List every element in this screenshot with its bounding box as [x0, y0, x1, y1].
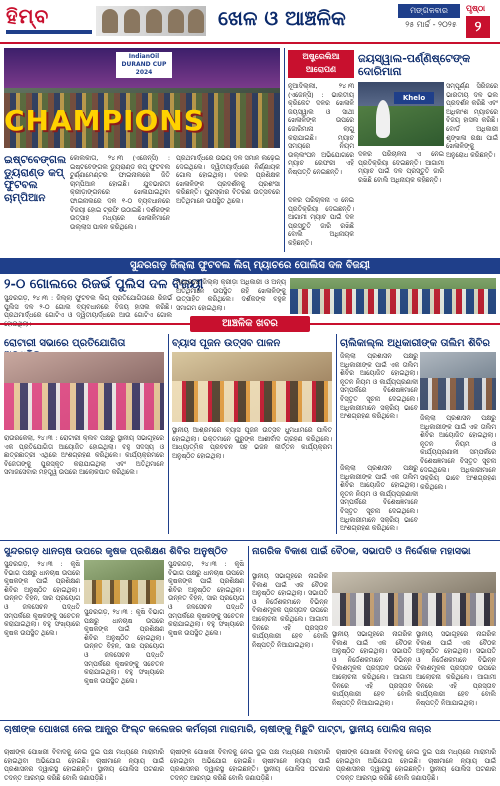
rotary-members — [4, 383, 164, 430]
cricketer-figure — [376, 100, 390, 138]
cricket-body-extra: ଦଳର ପରିଚାଳନା ଏ ନେଇ ପ୍ରତିକ୍ରିୟା ଦେଇଛନ୍ତି। ଆଗାମୀ ମ୍ୟାଚ ପାଇଁ ଦଳ ପ୍ରସ୍ତୁତି ଜାରି ରଖିଛି ବୋଲି ଅଧିନାୟକ କହିଛନ୍ତି। — [288, 196, 354, 247]
police-body-2: ମ୍ୟାଚରେ ଜିଲ୍ଲା କ୍ରୀଡ଼ା ଅଧିକାରୀ ଓ ଅନ୍ୟ ଅତିଥିମାନେ ଉପସ୍ଥିତ ରହି ଖେଳାଳିଙ୍କୁ ଉତ୍ସାହିତ କରିଥିଲେ। ଦର୍ଶକଙ୍କ ବହୁଳ ସମାଗମ ହୋଇଥିଲା। — [176, 278, 286, 312]
logo-underline — [6, 30, 92, 34]
champions-caption: CHAMPIONS — [4, 104, 205, 137]
column-divider — [168, 334, 169, 534]
farmer-body-2: ସୁନ୍ଦରଗଡ଼, ୨୪।୩ : କୃଷି ବିଭାଗ ପକ୍ଷରୁ ଧାନଚାଷ ଉପରେ କୃଷକଙ୍କ ପାଇଁ ପ୍ରଶିକ୍ଷଣ ଶିବିର ଅନୁଷ୍ଠିତ ହୋଇଥିଲା। ଉନ୍ନତ ବିହନ, ସାର ପ୍ରୟୋଗ ଓ ଜଳସେଚନ ପଦ୍ଧତି ସମ୍ପର୍କରେ କୃଷକଙ୍କୁ ସଚେତନ କରାଯାଇଥିଲା। ବହୁ ସଂଖ୍ୟାରେ କୃଷକ ଉପସ୍ଥିତ ଥିଲେ। — [84, 608, 164, 685]
logo-text: ହିମ୍ବ — [6, 4, 50, 28]
vyasa-headline: ବ୍ୟାସ ପୂଜନ ଉତ୍ସବ ପାଳନ — [172, 338, 281, 349]
vyasa-photo — [172, 352, 332, 422]
police-headline: ୨-୦ ଗୋଲରେ ରିଜର୍ଭ ପୁଲିସ ଦଳ ବିଜୟୀ — [4, 277, 204, 292]
cricket-tag: ଅଷ୍ଟ୍ରେଲିଆ ଆରୋପଣ — [288, 50, 354, 78]
footer-body-1: ଚାଷୀଙ୍କ ପୋଖରୀ ବିବାଦକୁ ନେଇ ଦୁଇ ପକ୍ଷ ମଧ୍ୟରେ ମାରାମାରି ହୋଇଥିବା ଅଭିଯୋଗ ହୋଇଛି। ଚାଷୀମାନେ ନ୍ୟାୟ ପାଇଁ ପ୍ରଶାସନର ଦ୍ୱାରସ୍ଥ ହୋଇଛନ୍ତି। ସ୍ଥାନୀୟ ପୋଲିସ ଘଟଣାର ତଦନ୍ତ ଆରମ୍ଭ କରିଛି ବୋଲି ଜଣାପଡ଼ିଛି। — [4, 748, 164, 782]
farmer-photo — [84, 560, 164, 604]
cricket-body-2: ଦଳର ପରିଚାଳନା ଏ ନେଇ ପ୍ରତିକ୍ରିୟା ଦେଇଛନ୍ତି। ଆଗାମୀ ମ୍ୟାଚ ପାଇଁ ଦଳ ପ୍ରସ୍ତୁତି ଜାରି ରଖିଛି ବୋଲି ଅଧିନାୟକ କହିଛନ୍ତି। — [358, 150, 444, 184]
cricket-headline: ଜୟସ୍ୱାଲ-ପର୍ଣ୍ଣିଷ୍ଟେଙ୍କ ଦୋରିମାନା — [358, 52, 471, 78]
ad-figure — [124, 9, 140, 33]
ad-figure — [188, 9, 204, 33]
khelo-banner: Khelo — [394, 92, 434, 104]
training-body-extra: ଜିଲ୍ଲା ପ୍ରଶାସନ ପକ୍ଷରୁ ଅଧିକାରୀଙ୍କ ପାଇଁ ଏକ ତାଲିମ ଶିବିର ଆୟୋଜିତ ହୋଇଥିଲା। ନୂତନ ନିୟମ ଓ କାର୍ଯ୍ୟପ୍ରଣାଳୀ ସମ୍ପର୍କରେ ବିଶେଷଜ୍ଞମାନେ ବିସ୍ତୃତ ସୂଚନା ଦେଇଥିଲେ। ଅଧିକାରୀମାନେ ସକ୍ରିୟ ଭାବେ ଅଂଶଗ୍ରହଣ କରିଥିଲେ। — [340, 464, 418, 533]
training-body: ଜିଲ୍ଲା ପ୍ରଶାସନ ପକ୍ଷରୁ ଅଧିକାରୀଙ୍କ ପାଇଁ ଏକ ତାଲିମ ଶିବିର ଆୟୋଜିତ ହୋଇଥିଲା। ନୂତନ ନିୟମ ଓ କାର୍ଯ୍ୟପ୍ରଣାଳୀ ସମ୍ପର୍କରେ ବିଶେଷଜ୍ଞମାନେ ବିସ୍ତୃତ ସୂଚନା ଦେଇଥିଲେ। ଅଧିକାରୀମାନେ ସକ୍ରିୟ ଭାବେ ଅଂଶଗ୍ରହଣ କରିଥିଲେ। — [340, 352, 418, 421]
meeting-headline: ନାଗରିକ ବିକାଶ ପାଇଁ ବୈଠକ, ସଭାପତି ଓ ନିର୍ଦ୍ଦେଶକ ମହାସଭା — [252, 546, 471, 557]
date-box — [398, 4, 494, 40]
farmer-body-3: ସୁନ୍ଦରଗଡ଼, ୨୪।୩ : କୃଷି ବିଭାଗ ପକ୍ଷରୁ ଧାନଚାଷ ଉପରେ କୃଷକଙ୍କ ପାଇଁ ପ୍ରଶିକ୍ଷଣ ଶିବିର ଅନୁଷ୍ଠିତ ହୋଇଥିଲା। ଉନ୍ନତ ବିହନ, ସାର ପ୍ରୟୋଗ ଓ ଜଳସେଚନ ପଦ୍ଧତି ସମ୍ପର୍କରେ କୃଷକଙ୍କୁ ସଚେତନ କରାଯାଇଥିଲା। ବହୁ ସଂଖ୍ୟାରେ କୃଷକ ଉପସ୍ଥିତ ଥିଲେ। — [168, 560, 244, 637]
meeting-body-2: ସ୍ଥାନୀୟ ସଭାଗୃହରେ ନାଗରିକ ବିକାଶ ପାଇଁ ଏକ ବୈଠକ ଅନୁଷ୍ଠିତ ହୋଇଥିଲା। ସଭାପତି ଓ ନିର୍ଦ୍ଦେଶକମାନେ ବିଭିନ୍ନ ବିକାଶମୂଳକ ପ୍ରସ୍ତାବ ଉପରେ ଆଲୋଚନା କରିଥିଲେ। ଆଗାମୀ ଦିନରେ ଏହି ପ୍ରସ୍ତାବ କାର୍ଯ୍ୟକାରୀ ହେବ ବୋଲି ନିଷ୍ପତ୍ତି ନିଆଯାଇଥିଲା। — [332, 630, 412, 707]
row-divider — [0, 540, 500, 541]
issue-date: ୨୫ ମାର୍ଚ୍ଚ - ୨୦୨୫ — [405, 20, 457, 29]
farmers-group — [84, 580, 164, 604]
cricket-body-3: ସମ୍ପୂର୍ଣ୍ଣ ସିରିଜରେ ଭାରତୀୟ ଦଳ ଭଲ ପ୍ରଦର୍ଶନ କରିଛି ଏବଂ ଅଧିକାଂଶ ମ୍ୟାଚରେ ବିଜୟ ହାସଲ କରିଛି। ବୋର୍ଡ ଅଧିକାରୀ ଶୃଙ୍ଖଳା ରକ୍ଷା ପାଇଁ ଖେଳାଳିଙ୍କୁ ଅନୁରୋଧ କରିଛନ୍ତି। — [446, 82, 498, 159]
newspaper-logo — [6, 4, 92, 38]
column-divider — [248, 546, 249, 716]
training-body-cont: ଜିଲ୍ଲା ପ୍ରଶାସନ ପକ୍ଷରୁ ଅଧିକାରୀଙ୍କ ପାଇଁ ଏକ ତାଲିମ ଶିବିର ଆୟୋଜିତ ହୋଇଥିଲା। ନୂତନ ନିୟମ ଓ କାର୍ଯ୍ୟପ୍ରଣାଳୀ ସମ୍ପର୍କରେ ବିଶେଷଜ୍ଞମାନେ ବିସ୍ତୃତ ସୂଚନା ଦେଇଥିଲେ। ଅଧିକାରୀମାନେ ସକ୍ରିୟ ଭାବେ ଅଂଶଗ୍ରହଣ କରିଥିଲେ। — [420, 414, 496, 491]
meeting-attendees — [332, 593, 496, 626]
ad-figure — [146, 9, 162, 33]
meeting-body-1: ସ୍ଥାନୀୟ ସଭାଗୃହରେ ନାଗରିକ ବିକାଶ ପାଇଁ ଏକ ବୈଠକ ଅନୁଷ୍ଠିତ ହୋଇଥିଲା। ସଭାପତି ଓ ନିର୍ଦ୍ଦେଶକମାନେ ବିଭିନ୍ନ ବିକାଶମୂଳକ ପ୍ରସ୍ତାବ ଉପରେ ଆଲୋଚନା କରିଥିଲେ। ଆଗାମୀ ଦିନରେ ଏହି ପ୍ରସ୍ତାବ କାର୍ଯ୍ୟକାରୀ ହେବ ବୋଲି ନିଷ୍ପତ୍ତି ନିଆଯାଇଥିଲା। — [252, 572, 328, 649]
ad-figure — [168, 9, 184, 33]
weekday: ମଙ୍ଗଳବାର — [398, 4, 460, 18]
footer-headline: ଚାଷୀଙ୍କ ପୋଖରୀ ନେଇ ଆନ୍ଧ୍ର ଫିଲ୍ଟ କଲେଜର କର୍ମଚାରୀ ମାରାମାରି, ଚାଷୀଙ୍କୁ ମିଛୁଟି ପାଟ୍ଟା, ସ୍ଥାନୀୟ ପୋଲିସ ନାଚାର — [4, 724, 432, 735]
footer-body-3: ଚାଷୀଙ୍କ ପୋଖରୀ ବିବାଦକୁ ନେଇ ଦୁଇ ପକ୍ଷ ମଧ୍ୟରେ ମାରାମାରି ହୋଇଥିବା ଅଭିଯୋଗ ହୋଇଛି। ଚାଷୀମାନେ ନ୍ୟାୟ ପାଇଁ ପ୍ରଶାସନର ଦ୍ୱାରସ୍ଥ ହୋଇଛନ୍ତି। ସ୍ଥାନୀୟ ପୋଲିସ ଘଟଣାର ତଦନ୍ତ ଆରମ୍ଭ କରିଛି ବୋଲି ଜଣାପଡ଼ିଛି। — [336, 748, 496, 782]
local-news-ribbon: ଆଞ୍ଚଳିକ ଖବର — [190, 316, 310, 332]
rotary-body: ରାଉରକେଲା, ୨୪।୩ : ରୋଟାରୀ କ୍ଲବ ପକ୍ଷରୁ ସ୍ଥାନୀୟ ସଭାଗୃହରେ ଏକ ପ୍ରତିଯୋଗିତା ଆୟୋଜିତ ହୋଇଥିଲା। ବହୁ ସଦସ୍ୟ ଓ ଛାତ୍ରଛାତ୍ରୀ ଏଥିରେ ଅଂଶଗ୍ରହଣ କରିଥିଲେ। କାର୍ଯ୍ୟକ୍ରମରେ ବିଜେତାଙ୍କୁ ପୁରସ୍କୃତ କରାଯାଇଥିଲା ଏବଂ ଅତିଥିମାନେ ସମାଜସେବାର ମହତ୍ତ୍ୱ ଉପରେ ଆଲୋକପାତ କରିଥିଲେ। — [4, 434, 164, 477]
cricket-body-1: ନୂଆଦିଲ୍ଲୀ, ୨୪।୩ (ଏଜେନ୍ସି) : ଭାରତୀୟ କ୍ରିକେଟ ଦଳର ଖେଳାଳି ଜୟସ୍ୱାଲ ଓ ସାଥୀ ଖେଳାଳିଙ୍କ ଉପରେ ଜୋରିମାନା ଲାଗୁ କରାଯାଇଛି। ମ୍ୟାଚ ସମୟରେ ନିୟମ ଉଲ୍ଲଂଘନ ଅଭିଯୋଗରେ ମ୍ୟାଚ ରେଫରୀ ଏହି ନିଷ୍ପତ୍ତି ନେଇଛନ୍ତି। — [288, 82, 354, 176]
vyasa-body: ସ୍ଥାନୀୟ ଆଶ୍ରମରେ ବ୍ୟାସ ପୂଜନ ଉତ୍ସବ ଧୁମଧାମରେ ପାଳିତ ହୋଇଥିଲା। ଭକ୍ତମାନେ ଗୁରୁଙ୍କ ଆଶୀର୍ବାଦ ଗ୍ରହଣ କରିଥିଲେ। ଆଧ୍ୟାତ୍ମିକ ପ୍ରବଚନ ସହ ଭଜନ କୀର୍ତ୍ତନ କାର୍ଯ୍ୟକ୍ରମ ଅନୁଷ୍ଠିତ ହୋଇଥିଲା। — [172, 426, 332, 460]
column-divider — [284, 48, 285, 252]
training-headline: ଚାଲିକାଲ୍ଲ ଅଧିକାରୀଙ୍କ ତାଲିମ ଶିବିର — [340, 338, 490, 349]
cricket-photo — [358, 82, 444, 146]
durand-headline: ଇଷ୍ଟବେଙ୍ଗଲ ଡ୍ୟୁରାଣ୍ଡ କପ୍ ଫୁଟବଲ ଚାମ୍ପିଆନ — [4, 154, 67, 204]
section-title: ଖେଳ ଓ ଆଞ୍ଚଳିକ — [218, 6, 346, 30]
masthead — [0, 0, 500, 44]
footer-body-2: ଚାଷୀଙ୍କ ପୋଖରୀ ବିବାଦକୁ ନେଇ ଦୁଇ ପକ୍ଷ ମଧ୍ୟରେ ମାରାମାରି ହୋଇଥିବା ଅଭିଯୋଗ ହୋଇଛି। ଚାଷୀମାନେ ନ୍ୟାୟ ପାଇଁ ପ୍ରଶାସନର ଦ୍ୱାରସ୍ଥ ହୋଇଛନ୍ତି। ସ୍ଥାନୀୟ ପୋଲିସ ଘଟଣାର ତଦନ୍ତ ଆରମ୍ଭ କରିଛି ବୋଲି ଜଣାପଡ଼ିଛି। — [170, 748, 330, 782]
farmer-headline: ସୁନ୍ଦରଗଡ଼ ଧାନଚାଷ ଉପରେ କୃଷକ ପ୍ରଶିକ୍ଷଣ ଶିବିର ଅନୁଷ୍ଠିତ — [4, 546, 228, 557]
rotary-photo — [4, 352, 164, 430]
page-label: ପୃଷ୍ଠା — [466, 4, 486, 13]
police-body-1: ସୁନ୍ଦରଗଡ଼, ୨୪।୩ : ଜିଲ୍ଲା ଫୁଟବଲ ଲିଗ୍ ପ୍ରତିଯୋଗିତାରେ ରିଜର୍ଭ ପୁଲିସ ଦଳ ୨-୦ ଗୋଲ ବ୍ୟବଧାନରେ ବିଜୟ ହାସଲ କରିଛି। ପ୍ରଥମାର୍ଦ୍ଧରେ ଗୋଟିଏ ଓ ଦ୍ୱିତୀୟାର୍ଦ୍ଧରେ ଆଉ ଗୋଟିଏ ଗୋଲ — [4, 294, 172, 320]
column-divider — [336, 334, 337, 534]
ad-figure — [102, 9, 118, 33]
durand-body-2: ପ୍ରଥମାର୍ଦ୍ଧରେ ଉଭୟ ଦଳ ସମାନ ଲଢ଼େଇ ଦେଇଥିଲେ। ଦ୍ୱିତୀୟାର୍ଦ୍ଧରେ ନିର୍ଣ୍ଣାୟକ ଗୋଲ ହୋଇଥିଲା। ଦଳର ପ୍ରଶିକ୍ଷକ ଖେଳାଳିଙ୍କ ପ୍ରଦର୍ଶନକୁ ପ୍ରଶଂସା କରିଛନ୍ତି। ପୁରସ୍କାର ବିତରଣ ଉତ୍ସବରେ ଅତିଥିମାନେ ଉପସ୍ଥିତ ଥିଲେ। — [176, 154, 280, 205]
footer-divider — [0, 720, 500, 721]
police-team-photo — [290, 278, 496, 314]
devotees — [172, 381, 332, 422]
header-advertisement — [96, 6, 206, 36]
rotary-headline: ରୋଟାରୀ ସଭାରେ ପ୍ରତିଯୋଗିତା — [4, 338, 126, 349]
football-league-ribbon: ସୁନ୍ଦରଗଡ଼ ଜିଲ୍ଲା ଫୁଟବଲ ଲିଗ୍ ମ୍ୟାଚରେ ପୋଲିସ ଦଳ ବିଜୟୀ — [0, 258, 500, 274]
page-number: ୨ — [466, 16, 490, 38]
meeting-photo — [332, 572, 496, 626]
durand-cup-banner: IndianOil DURAND CUP 2024 — [116, 52, 172, 78]
training-photo — [420, 352, 496, 410]
officials — [420, 378, 496, 410]
durand-body-1: କୋଲକାତା, ୨୪।୩ (ଏଜେନ୍ସି) : ଇଷ୍ଟବେଙ୍ଗଲ ଡ୍ୟୁରାଣ୍ଡ କପ୍ ଫୁଟବଲ ଟୁର୍ଣ୍ଣାମେଣ୍ଟର ଫାଇନାଲରେ ଜିତି ଚାମ୍ପିଆନ ହୋଇଛି। ଯୁବଭାରତୀ କ୍ରୀଡ଼ାଙ୍ଗନରେ ଖେଳାଯାଇଥିବା ଫାଇନାଲରେ ଦଳ ୧-୦ ବ୍ୟବଧାନରେ ବିଜୟୀ ହୋଇ ଟ୍ରଫି ଉଠାଇଛି। ଦର୍ଶକଙ୍କ ଉତ୍ସାହ ମଧ୍ୟରେ ଖେଳାଳିମାନେ ଉଲ୍ଲାସ ପାଳନ କରିଥିଲେ। — [70, 154, 170, 231]
team-lineup — [290, 289, 496, 314]
meeting-body-3: ସ୍ଥାନୀୟ ସଭାଗୃହରେ ନାଗରିକ ବିକାଶ ପାଇଁ ଏକ ବୈଠକ ଅନୁଷ୍ଠିତ ହୋଇଥିଲା। ସଭାପତି ଓ ନିର୍ଦ୍ଦେଶକମାନେ ବିଭିନ୍ନ ବିକାଶମୂଳକ ପ୍ରସ୍ତାବ ଉପରେ ଆଲୋଚନା କରିଥିଲେ। ଆଗାମୀ ଦିନରେ ଏହି ପ୍ରସ୍ତାବ କାର୍ଯ୍ୟକାରୀ ହେବ ବୋଲି ନିଷ୍ପତ୍ତି ନିଆଯାଇଥିଲା। — [416, 630, 496, 707]
farmer-body-1: ସୁନ୍ଦରଗଡ଼, ୨୪।୩ : କୃଷି ବିଭାଗ ପକ୍ଷରୁ ଧାନଚାଷ ଉପରେ କୃଷକଙ୍କ ପାଇଁ ପ୍ରଶିକ୍ଷଣ ଶିବିର ଅନୁଷ୍ଠିତ ହୋଇଥିଲା। ଉନ୍ନତ ବିହନ, ସାର ପ୍ରୟୋଗ ଓ ଜଳସେଚନ ପଦ୍ଧତି ସମ୍ପର୍କରେ କୃଷକଙ୍କୁ ସଚେତନ କରାଯାଇଥିଲା। ବହୁ ସଂଖ୍ୟାରେ କୃଷକ ଉପସ୍ଥିତ ଥିଲେ। — [4, 560, 80, 637]
